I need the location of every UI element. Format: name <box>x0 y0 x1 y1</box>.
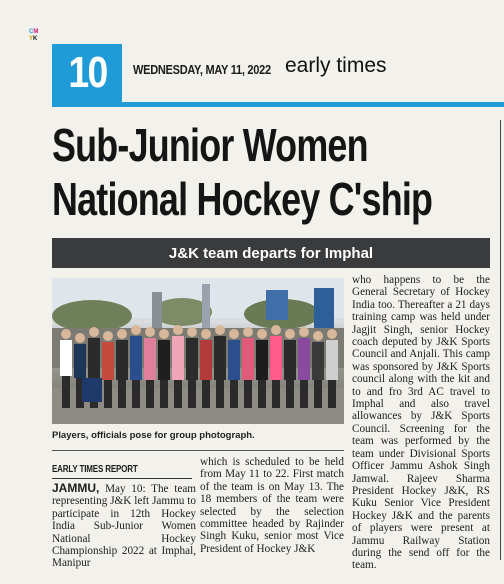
header-rule <box>52 102 504 107</box>
caption-rule <box>52 450 344 451</box>
cmyk-k: K <box>33 36 38 42</box>
column-1-text: May 10: The team representing J&K left Jammu to participate in 12th Hockey India Sub-Junior Women National Hockey Championship 2022 at Imphal, Manipur <box>52 483 196 570</box>
group-photo-illustration <box>52 278 344 424</box>
cmyk-m: M <box>33 29 39 35</box>
cmyk-registration-mark <box>29 29 47 43</box>
photo-caption: Players, officials pose for group photograph. <box>52 430 255 441</box>
headline-line-1: Sub-Junior Women <box>52 119 368 171</box>
headline-line-2: National Hockey C'ship <box>52 173 433 225</box>
article-column-1 <box>52 482 196 570</box>
column-edge-rule <box>500 120 504 560</box>
page-number: 10 <box>67 48 107 97</box>
article-column-3 <box>352 274 490 572</box>
column-2-text: which is scheduled to be held from May 11 to 22. First match of the team is on May 13. The 18 members of the team were selected by the selection committee headed by Rajinder Singh Kuku, senior most Vice President of Hockey J&K <box>200 456 344 555</box>
kicker-text: J&K team departs for Imphal <box>168 244 374 262</box>
byline: EARLY TIMES REPORT <box>52 464 138 475</box>
page-number-box <box>52 44 122 102</box>
cmyk-y: Y <box>29 36 34 42</box>
issue-date: WEDNESDAY, MAY 11, 2022 <box>133 63 271 77</box>
kicker-banner <box>52 238 490 268</box>
masthead: early times <box>285 54 387 77</box>
column-3-text: who happens to be the General Secretary of Hockey India too. Thereafter a 21 days training camp was held under Jagjit Singh, senior Hockey coach deputed by J&K Sports Council and Anjali. This camp was sponsored by J&K Sports council along with the kit and to and fro 3rd AC travel to Imphal and also travel allowances by J&K Sports Council. Screening for the team was performed by the team under Divisional Sports Officer Jammu Ashok Singh Jamwal. Rajeev Sharma President Hockey J&K, RS Kuku Senior Vice President Hockey J&K and the parents of players were present at Jammu Railway Station during the send off for the team. <box>352 274 490 572</box>
dateline: JAMMU, <box>52 481 100 495</box>
headline <box>52 118 433 226</box>
article-column-2 <box>200 456 344 555</box>
byline-rule <box>52 478 192 479</box>
group-photo <box>52 278 344 424</box>
cmyk-c: C <box>29 29 34 35</box>
